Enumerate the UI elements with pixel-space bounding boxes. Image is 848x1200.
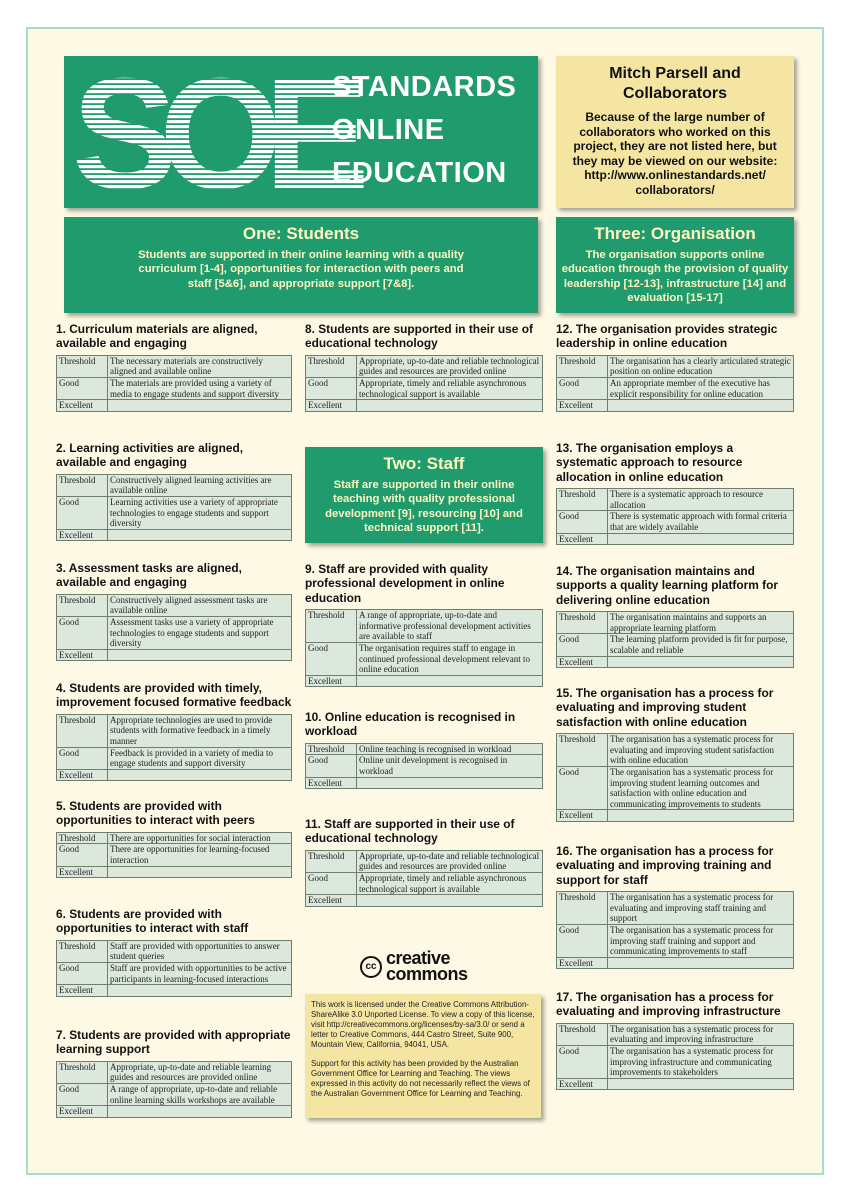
level-label: Threshold xyxy=(57,594,108,616)
collaborators-box xyxy=(556,56,794,208)
level-row-threshold xyxy=(57,832,292,844)
section-organisation-title: Three: Organisation xyxy=(594,224,756,243)
level-row-threshold xyxy=(306,610,543,643)
standard-12 xyxy=(556,322,794,412)
standard-9 xyxy=(305,562,543,687)
creative-commons-logo xyxy=(360,950,490,988)
logo-mark-text: SOE xyxy=(72,70,352,194)
standard-table xyxy=(305,355,543,412)
level-label: Excellent xyxy=(306,777,357,789)
standard-table xyxy=(56,940,292,997)
standard-title: 13. The organisation employs a systematic approach to resource allocation in online education xyxy=(556,441,743,484)
level-label: Good xyxy=(57,378,108,400)
standard-table xyxy=(556,891,794,969)
level-label: Threshold xyxy=(557,612,608,634)
level-description xyxy=(608,810,794,822)
level-row-excellent xyxy=(57,400,292,412)
level-label: Excellent xyxy=(57,529,108,541)
level-description: Appropriate, up-to-date and reliable learning guides and resources are provided online xyxy=(108,1061,292,1083)
level-description: The organisation has a systematic process for improving staff training and support and communicating improvements to staff xyxy=(608,925,794,958)
level-description xyxy=(357,675,543,687)
level-label: Good xyxy=(57,844,108,866)
standard-title: 10. Online education is recognised in workload xyxy=(305,710,516,739)
level-label: Threshold xyxy=(306,743,357,755)
level-description: A range of appropriate, up-to-date and reliable online learning skills workshops are available xyxy=(108,1084,292,1106)
level-row-excellent xyxy=(557,533,794,545)
level-label: Good xyxy=(57,497,108,530)
level-row-threshold xyxy=(557,612,794,634)
level-label: Excellent xyxy=(306,675,357,687)
level-description xyxy=(108,400,292,412)
standard-8 xyxy=(305,322,543,412)
level-description xyxy=(108,769,292,781)
section-students xyxy=(64,217,538,313)
standard-table xyxy=(56,474,292,542)
level-row-good xyxy=(557,1046,794,1079)
standard-17 xyxy=(556,990,794,1090)
section-staff xyxy=(305,447,543,543)
level-label: Excellent xyxy=(557,533,608,545)
level-row-excellent xyxy=(57,529,292,541)
level-description: Learning activities use a variety of appropriate technologies to engage students and support diversity xyxy=(108,497,292,530)
level-description: The organisation has a clearly articulated strategic position on online education xyxy=(608,355,794,377)
logo-line-online: ONLINE xyxy=(332,114,445,146)
level-row-good xyxy=(557,378,794,400)
level-row-excellent xyxy=(557,810,794,822)
level-description xyxy=(608,533,794,545)
section-organisation-body: The organisation supports online education through the provision of quality leadership [12-13], infrastructure [14] and evaluation [15-17] xyxy=(561,249,789,304)
standard-table xyxy=(56,714,292,782)
level-row-excellent xyxy=(557,1078,794,1090)
standard-table xyxy=(556,611,794,668)
level-description xyxy=(108,529,292,541)
level-row-threshold xyxy=(57,1061,292,1083)
standard-title: 3. Assessment tasks are aligned, available and engaging xyxy=(56,561,242,590)
standard-title: 6. Students are provided with opportunities to interact with staff xyxy=(56,907,249,936)
level-row-good xyxy=(306,643,543,676)
level-description: The organisation has a systematic process for evaluating and improving staff training and support xyxy=(608,892,794,925)
soe-logo-banner xyxy=(64,56,538,208)
level-row-threshold xyxy=(57,594,292,616)
section-students-body: Students are supported in their online learning with a quality curriculum [1-4], opportunities for interaction with peers and staff [5&6], and appropriate support [7&8]. xyxy=(138,249,464,290)
level-row-threshold xyxy=(57,714,292,747)
level-label: Excellent xyxy=(557,400,608,412)
level-row-excellent xyxy=(306,675,543,687)
level-label: Good xyxy=(306,755,357,777)
level-description: Appropriate, up-to-date and reliable technological guides and resources are provided online xyxy=(357,850,543,872)
standard-4 xyxy=(56,681,292,781)
standard-16 xyxy=(556,844,794,969)
logo-line-standards: STANDARDS xyxy=(332,71,517,103)
standard-5 xyxy=(56,799,292,878)
cc-wordmark-line2: commons xyxy=(386,964,468,984)
level-description: Online unit development is recognised in workload xyxy=(357,755,543,777)
standard-title: 11. Staff are supported in their use of educational technology xyxy=(305,817,515,846)
standard-title: 14. The organisation maintains and supports a quality learning platform for delivering online education xyxy=(556,564,778,607)
level-description: An appropriate member of the executive has explicit responsibility for online education xyxy=(608,378,794,400)
level-row-excellent xyxy=(306,400,543,412)
standard-table xyxy=(56,832,292,878)
standard-table xyxy=(305,609,543,687)
section-organisation xyxy=(556,217,794,313)
standard-title: 15. The organisation has a process for evaluating and improving student satisfaction with online education xyxy=(556,686,774,729)
license-text: This work is licensed under the Creative Commons Attribution-ShareAlike 3.0 Unported License. To view a copy of this license, visit http://creativecommons.org/licenses/by-sa/3.0/ or send a letter to Creative Commons, 444 Castro Street, Suite 900, Mountain View, California, 94041, USA. xyxy=(311,1000,535,1049)
level-row-excellent xyxy=(57,769,292,781)
standard-title: 7. Students are provided with appropriate learning support xyxy=(56,1028,291,1057)
support-acknowledgement: Support for this activity has been provided by the Australian Government Office for Learning and Teaching. The views expressed in this activity do not necessarily reflect the views of the Australian Government Office for Learning and Teaching. xyxy=(311,1059,530,1098)
level-description xyxy=(108,649,292,661)
standard-table xyxy=(556,488,794,545)
level-label: Threshold xyxy=(557,734,608,767)
level-description: Appropriate, timely and reliable asynchronous technological support is available xyxy=(357,873,543,895)
level-description: Assessment tasks use a variety of appropriate technologies to engage students and support diversity xyxy=(108,617,292,650)
standard-table xyxy=(56,1061,292,1118)
level-row-excellent xyxy=(306,777,543,789)
standard-3 xyxy=(56,561,292,661)
standard-6 xyxy=(56,907,292,997)
level-description xyxy=(108,1106,292,1118)
level-description xyxy=(608,400,794,412)
level-row-good xyxy=(306,873,543,895)
level-description xyxy=(608,1078,794,1090)
level-description: There is a systematic approach to resource allocation xyxy=(608,489,794,511)
logo-wordmark xyxy=(332,66,532,195)
level-description: The organisation has a systematic process for improving student learning outcomes and satisfaction with online education and communicating improvements to students xyxy=(608,767,794,810)
level-description: The organisation maintains and supports an appropriate learning platform xyxy=(608,612,794,634)
level-row-excellent xyxy=(57,866,292,878)
level-label: Excellent xyxy=(57,866,108,878)
standard-table xyxy=(56,594,292,662)
level-description: Appropriate technologies are used to provide students with formative feedback in a timely manner xyxy=(108,714,292,747)
level-label: Threshold xyxy=(57,1061,108,1083)
cc-wordmark-line1: creative xyxy=(386,948,451,968)
level-row-threshold xyxy=(57,940,292,962)
logo-line-education: EDUCATION xyxy=(332,157,507,189)
level-row-good xyxy=(57,497,292,530)
level-description: There is systematic approach with formal criteria that are widely available xyxy=(608,511,794,533)
section-staff-title: Two: Staff xyxy=(383,454,465,473)
level-row-good xyxy=(57,1084,292,1106)
level-description: Appropriate, up-to-date and reliable technological guides and resources are provided online xyxy=(357,355,543,377)
level-row-threshold xyxy=(306,355,543,377)
level-row-threshold xyxy=(57,474,292,496)
standard-15 xyxy=(556,686,794,822)
standard-14 xyxy=(556,564,794,668)
level-label: Good xyxy=(557,1046,608,1079)
level-label: Threshold xyxy=(557,355,608,377)
standard-title: 2. Learning activities are aligned, available and engaging xyxy=(56,441,244,470)
standard-title: 17. The organisation has a process for evaluating and improving infrastructure xyxy=(556,990,781,1019)
level-row-threshold xyxy=(557,355,794,377)
standard-table xyxy=(556,733,794,822)
level-label: Good xyxy=(557,767,608,810)
level-label: Good xyxy=(306,643,357,676)
level-label: Good xyxy=(57,1084,108,1106)
level-label: Excellent xyxy=(57,769,108,781)
standard-title: 1. Curriculum materials are aligned, available and engaging xyxy=(56,322,258,351)
level-row-good xyxy=(57,747,292,769)
standard-13 xyxy=(556,441,794,545)
level-label: Excellent xyxy=(57,400,108,412)
section-staff-body: Staff are supported in their online teaching with quality professional development [9], resourcing [10] and technical support [11]. xyxy=(325,479,523,534)
level-row-good xyxy=(557,511,794,533)
level-row-excellent xyxy=(57,985,292,997)
level-row-threshold xyxy=(57,355,292,377)
level-description xyxy=(357,895,543,907)
level-description: There are opportunities for social interaction xyxy=(108,832,292,844)
level-row-good xyxy=(557,767,794,810)
level-label: Threshold xyxy=(306,850,357,872)
level-description: Constructively aligned assessment tasks are available online xyxy=(108,594,292,616)
level-label: Threshold xyxy=(557,892,608,925)
level-label: Threshold xyxy=(306,610,357,643)
level-label: Good xyxy=(306,873,357,895)
license-box xyxy=(305,994,541,1118)
level-label: Threshold xyxy=(57,474,108,496)
standard-1 xyxy=(56,322,292,412)
standard-table xyxy=(305,850,543,907)
cc-icon: cc xyxy=(360,956,382,978)
level-row-threshold xyxy=(306,743,543,755)
level-description: Appropriate, timely and reliable asynchronous technological support is available xyxy=(357,378,543,400)
level-label: Good xyxy=(557,511,608,533)
standard-title: 8. Students are supported in their use of educational technology xyxy=(305,322,533,351)
level-label: Excellent xyxy=(557,1078,608,1090)
section-students-title: One: Students xyxy=(242,224,360,243)
level-label: Excellent xyxy=(557,810,608,822)
level-row-good xyxy=(306,378,543,400)
standard-title: 4. Students are provided with timely, improvement focused formative feedback xyxy=(56,681,292,710)
level-label: Good xyxy=(557,378,608,400)
level-row-threshold xyxy=(557,1023,794,1045)
standard-11 xyxy=(305,817,543,907)
standard-table xyxy=(556,1023,794,1091)
level-label: Excellent xyxy=(57,649,108,661)
collaborators-body: Because of the large number of collaborators who worked on this project, they are not listed here, but they may be viewed on our website: http://www.onlinestandards.net/ collaborators/ xyxy=(572,110,778,197)
level-row-threshold xyxy=(557,892,794,925)
level-description xyxy=(108,985,292,997)
level-row-excellent xyxy=(557,957,794,969)
level-row-threshold xyxy=(557,734,794,767)
level-label: Threshold xyxy=(57,355,108,377)
standard-2 xyxy=(56,441,292,541)
level-label: Threshold xyxy=(57,940,108,962)
level-label: Threshold xyxy=(557,1023,608,1045)
standard-title: 12. The organisation provides strategic leadership in online education xyxy=(556,322,778,351)
level-row-good xyxy=(557,634,794,656)
level-description: The organisation has a systematic process for improving infrastructure and communicating improvements to stakeholders xyxy=(608,1046,794,1079)
level-description: A range of appropriate, up-to-date and informative professional development activities are available to staff xyxy=(357,610,543,643)
level-description: The learning platform provided is fit for purpose, scalable and reliable xyxy=(608,634,794,656)
level-row-excellent xyxy=(57,649,292,661)
level-description: Staff are provided with opportunities to answer student queries xyxy=(108,940,292,962)
standard-7 xyxy=(56,1028,292,1118)
level-row-excellent xyxy=(57,1106,292,1118)
level-label: Good xyxy=(57,747,108,769)
level-description: The organisation has a systematic process for evaluating and improving infrastructure xyxy=(608,1023,794,1045)
level-description: There are opportunities for learning-focused interaction xyxy=(108,844,292,866)
level-label: Threshold xyxy=(306,355,357,377)
standard-10 xyxy=(305,710,543,789)
level-label: Excellent xyxy=(306,400,357,412)
cc-wordmark xyxy=(386,950,468,982)
level-row-good xyxy=(306,755,543,777)
level-description: The materials are provided using a variety of media to engage students and support diversity xyxy=(108,378,292,400)
standard-table xyxy=(556,355,794,412)
level-description: Constructively aligned learning activities are available online xyxy=(108,474,292,496)
level-label: Excellent xyxy=(306,895,357,907)
level-label: Good xyxy=(557,925,608,958)
level-description xyxy=(608,656,794,668)
level-description xyxy=(357,777,543,789)
level-description: The organisation has a systematic process for evaluating and improving student satisfaction with online education xyxy=(608,734,794,767)
level-label: Excellent xyxy=(57,985,108,997)
level-description xyxy=(608,957,794,969)
standard-title: 5. Students are provided with opportunities to interact with peers xyxy=(56,799,255,828)
level-row-good xyxy=(57,617,292,650)
level-label: Threshold xyxy=(57,714,108,747)
level-row-good xyxy=(557,925,794,958)
level-label: Good xyxy=(57,963,108,985)
soe-logo-mark xyxy=(72,70,372,194)
collaborators-title: Mitch Parsell and Collaborators xyxy=(609,65,741,102)
level-description: Staff are provided with opportunities to be active participants in learning-focused interactions xyxy=(108,963,292,985)
level-label: Excellent xyxy=(557,957,608,969)
level-description: The necessary materials are constructively aligned and available online xyxy=(108,355,292,377)
level-row-threshold xyxy=(557,489,794,511)
level-row-good xyxy=(57,844,292,866)
level-row-threshold xyxy=(306,850,543,872)
level-row-excellent xyxy=(557,400,794,412)
level-label: Excellent xyxy=(557,656,608,668)
level-label: Good xyxy=(306,378,357,400)
level-description xyxy=(357,400,543,412)
level-label: Excellent xyxy=(57,1106,108,1118)
level-row-excellent xyxy=(557,656,794,668)
level-label: Good xyxy=(557,634,608,656)
level-row-good xyxy=(57,378,292,400)
level-row-good xyxy=(57,963,292,985)
level-label: Good xyxy=(57,617,108,650)
level-row-excellent xyxy=(306,895,543,907)
level-label: Threshold xyxy=(557,489,608,511)
level-description: Feedback is provided in a variety of media to engage students and support diversity xyxy=(108,747,292,769)
standard-title: 16. The organisation has a process for evaluating and improving training and support for staff xyxy=(556,844,774,887)
level-description: Online teaching is recognised in workload xyxy=(357,743,543,755)
standard-table xyxy=(56,355,292,412)
level-description: The organisation requires staff to engage in continued professional development relevant to online education xyxy=(357,643,543,676)
standard-table xyxy=(305,743,543,789)
standard-title: 9. Staff are provided with quality professional development in online education xyxy=(305,562,505,605)
level-label: Threshold xyxy=(57,832,108,844)
level-description xyxy=(108,866,292,878)
